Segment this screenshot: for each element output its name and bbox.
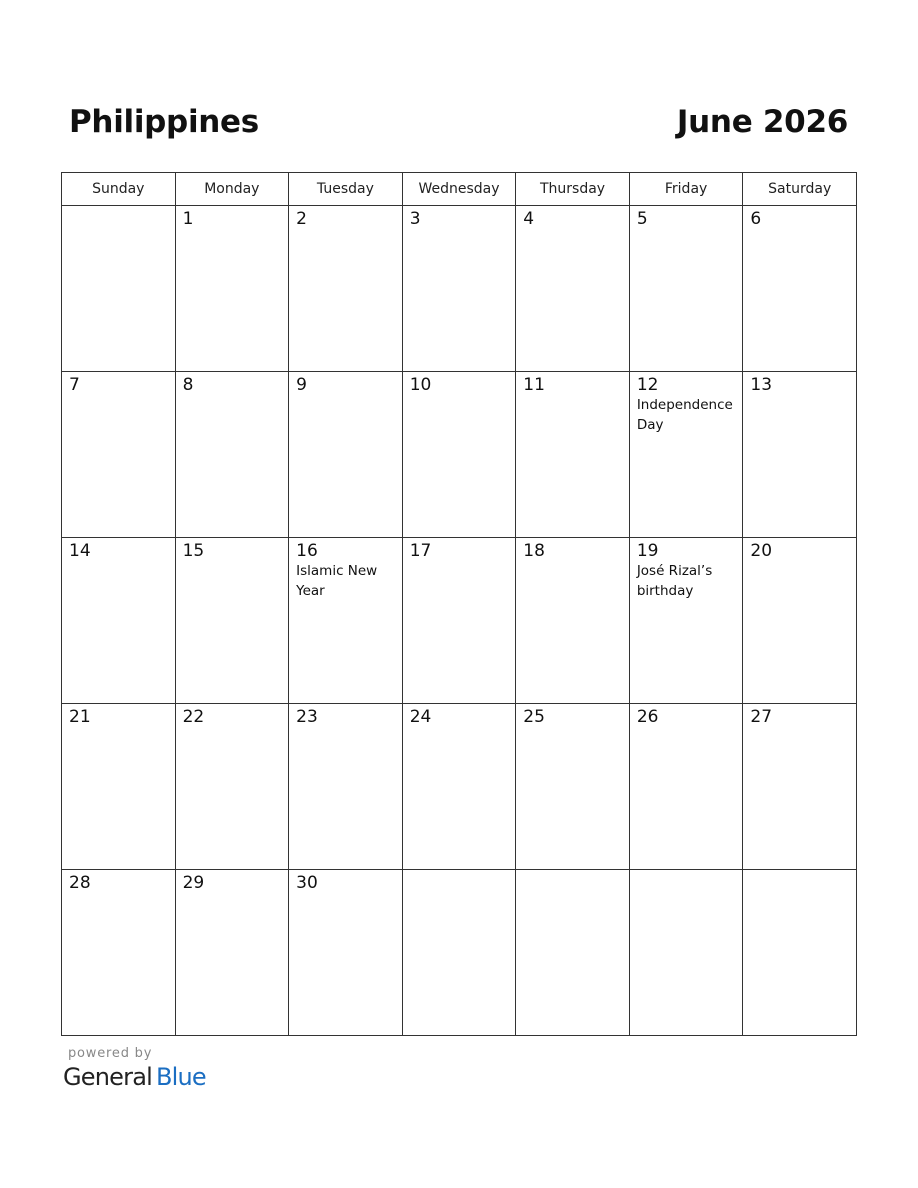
- day-cell: [516, 372, 630, 538]
- empty-day-cell: [516, 870, 630, 1036]
- empty-day-cell: [62, 206, 176, 372]
- holiday-label: José Rizal’s birthday: [636, 563, 713, 599]
- day-cell: [629, 206, 743, 372]
- day-cell: [175, 870, 289, 1036]
- weekday-header: Thursday: [516, 173, 630, 206]
- day-number: 18: [523, 541, 545, 561]
- day-number: 30: [296, 873, 318, 893]
- powered-by-label: powered by: [68, 1046, 153, 1061]
- day-cell: [289, 538, 403, 704]
- calendar-grid: [61, 172, 857, 1036]
- week-row: [62, 704, 857, 870]
- empty-day-cell: [629, 870, 743, 1036]
- empty-day-cell: [743, 870, 857, 1036]
- month-year-title: June 2026: [676, 104, 848, 140]
- day-cell: [62, 870, 176, 1036]
- day-cell: [629, 704, 743, 870]
- day-number: 17: [409, 541, 432, 561]
- day-number: 15: [182, 541, 205, 561]
- week-row: [62, 372, 857, 538]
- day-cell: [743, 538, 857, 704]
- brand-blue-text: Blue: [155, 1063, 206, 1091]
- weekday-header: Saturday: [743, 173, 857, 206]
- day-number: 12: [636, 375, 659, 395]
- day-number: 2: [296, 209, 307, 229]
- day-number: 13: [750, 375, 773, 395]
- day-number: 7: [69, 375, 80, 395]
- empty-day-cell: [402, 870, 516, 1036]
- day-number: 25: [523, 707, 545, 727]
- day-number: 8: [182, 375, 194, 395]
- day-cell: [175, 372, 289, 538]
- weekday-header: Friday: [629, 173, 743, 206]
- day-cell: [175, 206, 289, 372]
- day-cell: [516, 538, 630, 704]
- day-cell: [175, 538, 289, 704]
- holiday-label: Islamic New Year: [296, 563, 378, 599]
- day-number: 27: [750, 707, 773, 727]
- weekday-header: Sunday: [62, 173, 176, 206]
- day-cell: [743, 704, 857, 870]
- day-number: 10: [409, 375, 432, 395]
- day-cell: [629, 372, 743, 538]
- day-cell: [402, 538, 516, 704]
- day-cell: [516, 206, 630, 372]
- week-row: [62, 870, 857, 1036]
- day-cell: [62, 372, 176, 538]
- day-number: 19: [636, 541, 659, 561]
- day-cell: [402, 206, 516, 372]
- day-cell: [289, 372, 403, 538]
- weekday-header: Wednesday: [402, 173, 516, 206]
- day-number: 9: [296, 375, 307, 395]
- brand-general-text: General: [63, 1063, 152, 1091]
- weekday-header: Monday: [175, 173, 289, 206]
- day-cell: [62, 704, 176, 870]
- weekday-header-row: [62, 173, 857, 206]
- day-number: 5: [636, 209, 648, 229]
- day-cell: [743, 372, 857, 538]
- day-number: 24: [409, 707, 432, 727]
- country-title: Philippines: [69, 104, 259, 140]
- day-number: 1: [182, 209, 194, 229]
- day-cell: [743, 206, 857, 372]
- day-cell: [402, 372, 516, 538]
- brand-logo: [63, 1063, 206, 1091]
- day-cell: [289, 206, 403, 372]
- day-number: 26: [636, 707, 659, 727]
- day-cell: [402, 704, 516, 870]
- day-cell: [62, 538, 176, 704]
- day-cell: [289, 870, 403, 1036]
- day-number: 6: [750, 209, 762, 229]
- day-number: 14: [69, 541, 91, 561]
- day-cell: [516, 704, 630, 870]
- week-row: [62, 206, 857, 372]
- week-row: [62, 538, 857, 704]
- day-number: 29: [182, 873, 205, 893]
- day-number: 22: [182, 707, 205, 727]
- day-number: 16: [296, 541, 318, 561]
- day-cell: [629, 538, 743, 704]
- day-number: 28: [69, 873, 91, 893]
- day-number: 3: [409, 209, 421, 229]
- holiday-label: Independence Day: [636, 397, 733, 433]
- day-number: 20: [750, 541, 773, 561]
- day-cell: [289, 704, 403, 870]
- weekday-header: Tuesday: [289, 173, 403, 206]
- day-number: 23: [296, 707, 318, 727]
- day-number: 21: [69, 707, 91, 727]
- day-number: 4: [523, 209, 535, 229]
- day-cell: [175, 704, 289, 870]
- day-number: 11: [523, 375, 545, 395]
